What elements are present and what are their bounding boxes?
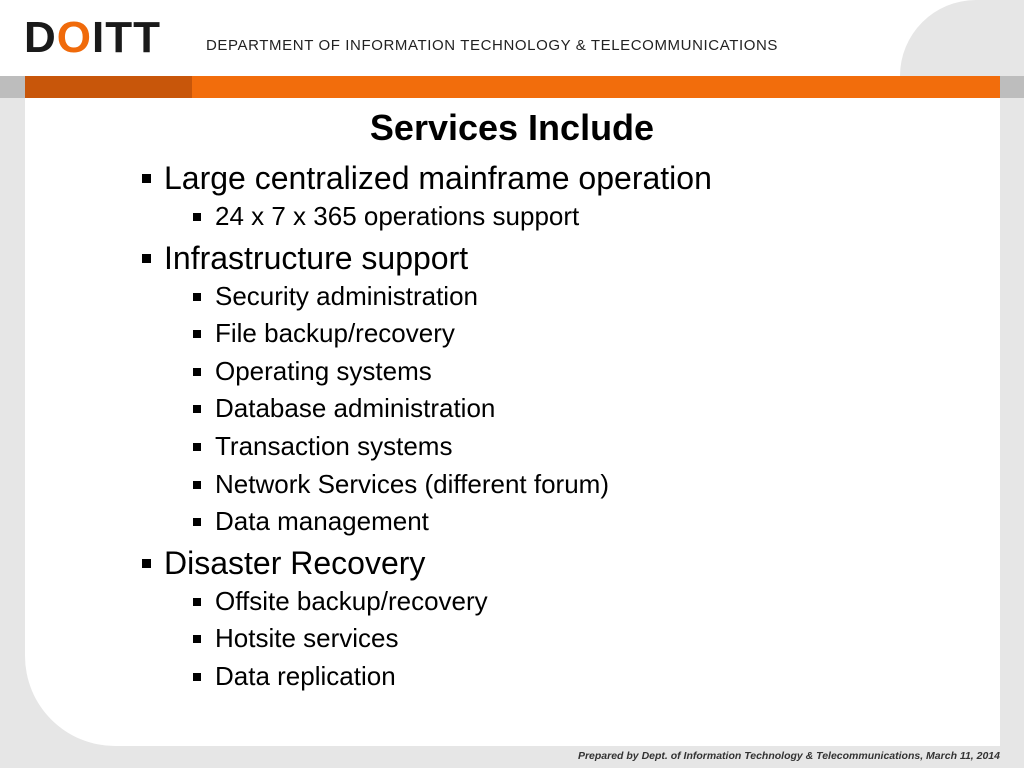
bullet-level2 [140,198,712,236]
bullet-text: Data replication [215,660,396,691]
square-bullet-icon [193,598,201,606]
bullet-text: File backup/recovery [215,318,455,349]
bullet-text: Large centralized mainframe operation [164,160,712,196]
logo-letter-d: D [24,13,57,62]
bullet-text: Database administration [215,393,496,424]
bullet-text: Transaction systems [215,430,453,461]
square-bullet-icon [142,254,151,263]
square-bullet-icon [142,174,151,183]
bullet-level2 [140,315,712,353]
doitt-logo [24,13,161,62]
logo-letter-o: O [56,13,93,62]
bar-shadow-left [0,76,25,98]
square-bullet-icon [193,673,201,681]
square-bullet-icon [193,368,201,376]
department-name: DEPARTMENT OF INFORMATION TECHNOLOGY & TELECOMMUNICATIONS [206,37,779,54]
square-bullet-icon [193,443,201,451]
bullet-text: Disaster Recovery [164,544,426,581]
bullet-text: Offsite backup/recovery [215,585,488,616]
bullet-list [140,156,712,696]
bullet-text: Infrastructure support [164,239,469,276]
bullet-text: Data management [215,506,429,537]
bullet-text: Network Services (different forum) [215,468,609,499]
bullet-level2 [140,353,712,391]
footer-credit: Prepared by Dept. of Information Technology & Telecommunications, March 11, 2014 [577,750,1000,762]
bullet-level2 [140,658,712,696]
bullet-text: Operating systems [215,355,432,386]
bullet-text: 24 x 7 x 365 operations support [215,201,580,231]
bullet-level2 [140,620,712,658]
square-bullet-icon [142,559,151,568]
square-bullet-icon [193,293,201,301]
bullet-text: Hotsite services [215,623,399,654]
bullet-level1 [140,158,712,198]
bullet-level2 [140,583,712,621]
bullet-level1 [140,238,712,278]
square-bullet-icon [193,518,201,526]
bullet-text: Security administration [215,280,478,311]
orange-accent-bar-dark [25,76,192,98]
bullet-level2 [140,428,712,466]
bullet-level2 [140,278,712,316]
square-bullet-icon [193,213,201,221]
square-bullet-icon [193,330,201,338]
bullet-level2 [140,466,712,504]
square-bullet-icon [193,635,201,643]
logo-letters-itt: ITT [92,13,161,62]
square-bullet-icon [193,405,201,413]
square-bullet-icon [193,481,201,489]
header [0,0,1024,76]
bar-shadow-right [1000,76,1024,98]
bullet-level2 [140,503,712,541]
bullet-level1 [140,543,712,583]
bullet-level2 [140,390,712,428]
slide-title: Services Include [369,107,655,148]
